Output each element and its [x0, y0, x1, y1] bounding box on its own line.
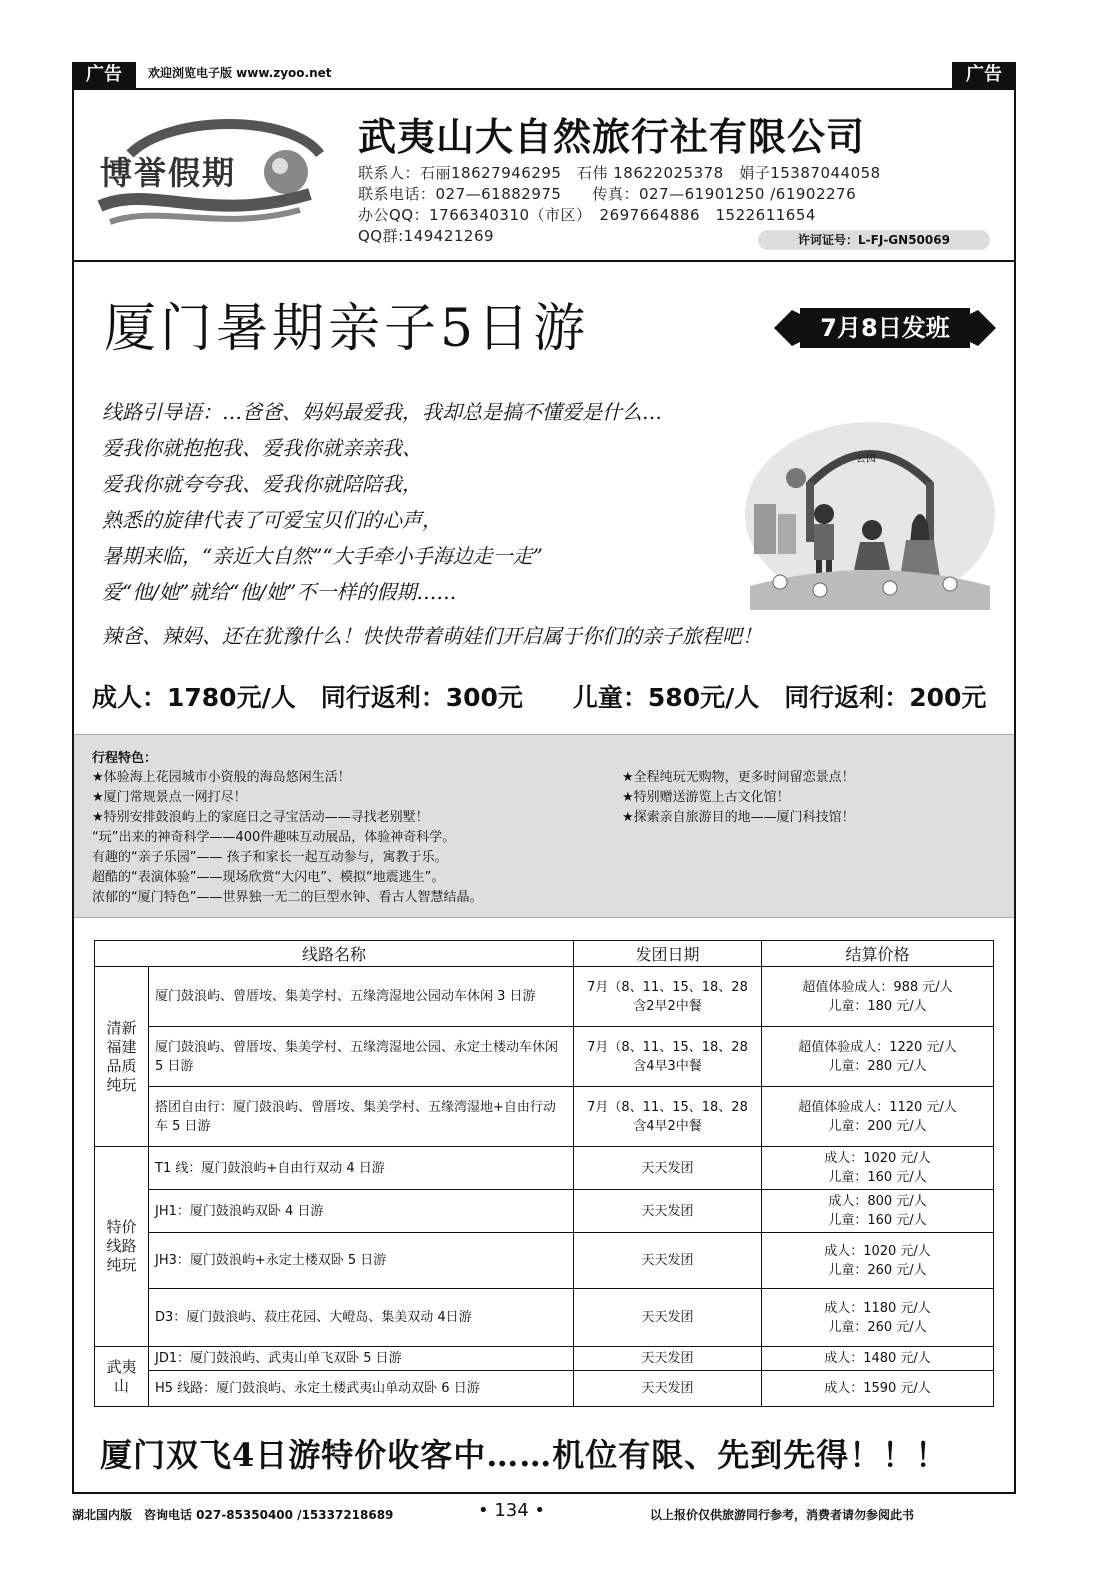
ad-tag-left: 广告	[72, 62, 136, 88]
category-cell: 特价线路纯玩	[95, 1147, 149, 1347]
intro-line: 熟悉的旋律代表了可爱宝贝们的心声，	[102, 508, 442, 532]
feature-item: “玩”出来的神奇科学——400件趣味互动展品，体验神奇科学。	[92, 830, 456, 845]
features-title: 行程特色：	[92, 751, 158, 766]
price-child: 儿童：160 元/人	[828, 1213, 927, 1228]
feature-item: ★探索亲自旅游目的地——厦门科技馆！	[622, 810, 855, 825]
table-row	[95, 1087, 994, 1147]
table-row	[95, 1347, 994, 1371]
contact-phone-fax: 联系电话：027—61882975 传真：027—61901250 /61902276	[358, 185, 857, 203]
feature-item: 有趣的“亲子乐园”—— 孩子和家长一起互动参与，寓教于乐。	[92, 850, 448, 865]
route-name: D3：厦门鼓浪屿、菽庄花园、大嶝岛、集美双动 4日游	[149, 1289, 574, 1347]
table-row	[95, 967, 994, 1027]
table-row	[95, 1371, 994, 1407]
contact-qq-group: QQ群:149421269	[358, 227, 495, 245]
header-route-name: 线路名称	[95, 941, 574, 967]
price-child: 儿童：160 元/人	[828, 1170, 927, 1185]
route-date: 7月（8、11、15、18、28 含4早2中餐	[574, 1087, 762, 1147]
route-date: 7月（8、11、15、18、28 含2早2中餐	[574, 967, 762, 1027]
price-adult: 成人：1180 元/人	[824, 1300, 931, 1316]
route-price	[762, 1147, 994, 1190]
badge-text: 7月8日发班	[820, 314, 950, 342]
table-row	[95, 1027, 994, 1087]
intro-line: 线路引导语：…爸爸、妈妈最爱我，我却总是搞不懂爱是什么…	[102, 400, 662, 424]
feature-item: ★特别赠送游览上古文化馆！	[622, 790, 790, 805]
header-date: 发团日期	[574, 941, 762, 967]
route-price	[762, 1233, 994, 1289]
routes-table	[94, 940, 994, 1407]
ad-tag-right: 广告	[952, 62, 1016, 88]
price-child: 儿童：260 元/人	[828, 1262, 927, 1278]
family-park-icon	[740, 414, 1000, 610]
price-child: 儿童：200 元/人	[828, 1118, 927, 1134]
ad-frame	[72, 88, 1016, 1494]
price-adult: 超值体验成人：988 元/人	[802, 979, 953, 995]
welcome-text: 欢迎浏览电子版 www.zyoo.net	[148, 66, 332, 80]
route-date: 天天发团	[574, 1147, 762, 1190]
route-name: 搭团自由行：厦门鼓浪屿、曾厝垵、集美学村、五缘湾湿地+自由行动车 5 日游	[149, 1087, 574, 1147]
features-box	[74, 734, 1014, 918]
route-name: H5 线路：厦门鼓浪屿、永定土楼武夷山单动双卧 6 日游	[149, 1371, 574, 1407]
price-adult: 超值体验成人：1120 元/人	[798, 1099, 957, 1115]
feature-item: 超酷的“表演体验”——现场欣赏“大闪电”、模拟“地震逃生”。	[92, 870, 445, 885]
route-date: 天天发团	[574, 1289, 762, 1347]
price-adult: 成人：1020 元/人	[824, 1243, 931, 1259]
intro-line: 暑期来临，“亲近大自然”“大手牵小手海边走一走”	[102, 544, 543, 568]
route-name: 厦门鼓浪屿、曾厝垵、集美学村、五缘湾湿地公园、永定土楼动车休闲 5 日游	[149, 1027, 574, 1087]
park-sign: 公园	[856, 454, 876, 465]
feature-item: 浓郁的“厦门特色”——世界独一无二的巨型水钟、看古人智慧结晶。	[92, 890, 483, 905]
page-number: • 134 •	[478, 1500, 546, 1521]
route-name: JD1：厦门鼓浪屿、武夷山单飞双卧 5 日游	[149, 1347, 574, 1371]
route-name: 厦门鼓浪屿、曾厝垵、集美学村、五缘湾湿地公园动车休闲 3 日游	[149, 967, 574, 1027]
departure-badge	[774, 304, 996, 352]
intro-line: 爱“他/她”就给“他/她”不一样的假期……	[102, 580, 457, 604]
feature-item: ★厦门常规景点一网打尽！	[92, 790, 247, 805]
company-name: 武夷山大自然旅行社有限公司	[358, 115, 866, 159]
logo-text: 博誉假期	[100, 154, 237, 192]
license-number: 许诃证号：L-FJ-GN50069	[758, 230, 990, 250]
route-name: T1 线：厦门鼓浪屿+自由行双动 4 日游	[149, 1147, 574, 1190]
price-adult: 超值体验成人：1220 元/人	[798, 1039, 957, 1055]
price-child: 儿童：280 元/人	[828, 1058, 927, 1074]
table-row	[95, 1147, 994, 1190]
route-name: JH1：厦门鼓浪屿双卧 4 日游	[149, 1190, 574, 1233]
price-adult: 成人：1020 元/人	[824, 1151, 931, 1166]
route-date: 天天发团	[574, 1371, 762, 1407]
route-price	[762, 1087, 994, 1147]
feature-item: ★体验海上花园城市小资般的海岛悠闲生活！	[92, 770, 351, 785]
intro-line: 辣爸、辣妈、还在犹豫什么！快快带着萌娃们开启属于你们的亲子旅程吧！	[102, 624, 762, 648]
intro-line: 爱我你就夸夸我、爱我你就陪陪我，	[102, 472, 422, 496]
company-header	[74, 90, 1014, 262]
company-logo	[90, 114, 330, 234]
price-summary: 成人：1780元/人 同行返利：300元 儿童：580元/人 同行返利：200元	[92, 683, 987, 712]
route-price: 成人：1590 元/人	[762, 1371, 994, 1407]
price-child: 儿童：260 元/人	[828, 1319, 927, 1335]
route-price	[762, 1027, 994, 1087]
price-adult: 成人：800 元/人	[828, 1194, 927, 1209]
route-price: 成人：1480 元/人	[762, 1347, 994, 1371]
route-date: 7月（8、11、15、18、28 含4早3中餐	[574, 1027, 762, 1087]
table-row	[95, 1190, 994, 1233]
contact-people: 联系人：石丽18627946295 石伟 18622025378 娟子15387044058	[358, 164, 881, 182]
feature-item: ★全程纯玩无购物，更多时间留恋景点！	[622, 770, 855, 785]
route-date: 天天发团	[574, 1190, 762, 1233]
feature-item: ★特别安排鼓浪屿上的家庭日之寻宝活动——寻找老别墅！	[92, 810, 429, 825]
contact-office-qq: 办公QQ：1766340310（市区） 2697664886 1522611654	[358, 206, 816, 224]
route-date: 天天发团	[574, 1347, 762, 1371]
table-row	[95, 1233, 994, 1289]
footer-edition-contact: 湖北国内版 咨询电话 027-85350400 /15337218689	[72, 1508, 394, 1522]
route-name: JH3：厦门鼓浪屿+永定土楼双卧 5 日游	[149, 1233, 574, 1289]
route-price	[762, 1289, 994, 1347]
table-header-row	[95, 941, 994, 967]
intro-line: 爱我你就抱抱我、爱我你就亲亲我、	[102, 436, 422, 460]
footer-disclaimer: 以上报价仅供旅游同行参考，消费者请勿参阅此书	[650, 1508, 915, 1522]
route-price	[762, 1190, 994, 1233]
header-price: 结算价格	[762, 941, 994, 967]
route-price	[762, 967, 994, 1027]
family-park-illustration	[740, 414, 1000, 610]
bottom-slogan: 厦门双飞4日游特价收客中……机位有限、先到先得！！！	[100, 1436, 949, 1474]
price-child: 儿童：180 元/人	[828, 998, 927, 1014]
category-cell: 清新福建品质纯玩	[95, 967, 149, 1147]
route-date: 天天发团	[574, 1233, 762, 1289]
category-cell: 武夷山	[95, 1347, 149, 1407]
main-title: 厦门暑期亲子5日游	[104, 299, 590, 359]
table-row	[95, 1289, 994, 1347]
